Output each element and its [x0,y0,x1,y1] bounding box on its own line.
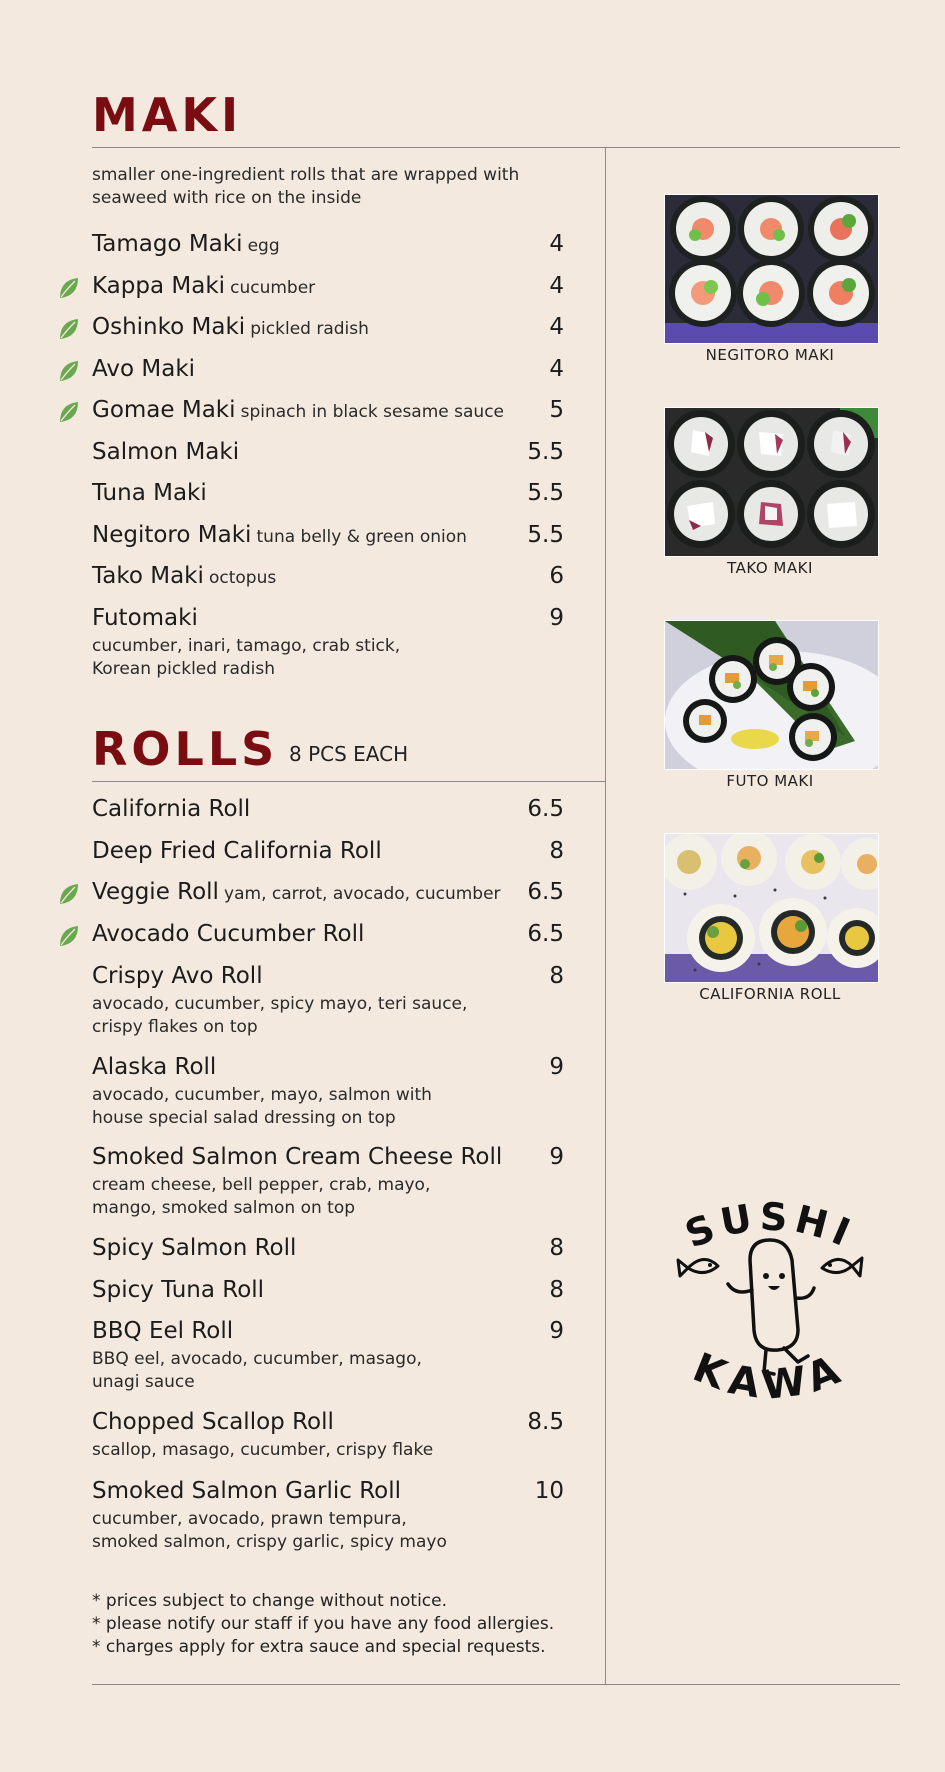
menu-item-name: Futomaki [92,604,198,631]
footnote: * please notify our staff if you have any food allergies. [92,1614,555,1634]
menu-item [92,522,564,552]
menu-item-line [92,397,564,427]
menu-item-name: Tamago Maki [92,231,243,257]
menu-item-price: 6.5 [527,879,564,906]
menu-item-ingredients: egg [247,236,280,256]
menu-item-line [92,522,564,552]
menu-item-description-line: Korean pickled radish [92,658,276,679]
menu-item-line [92,605,564,635]
menu-item-description-line: cucumber, inari, tamago, crab stick, [92,635,401,656]
menu-item-ingredients: tuna belly & green onion [256,526,467,547]
menu-item-price: 8 [549,1276,564,1303]
menu-item-line [92,273,564,303]
menu-item-line [92,879,564,909]
menu-item-line [92,563,564,593]
menu-item-description-line: avocado, cucumber, spicy mayo, teri sauce, [92,993,468,1014]
menu-item-description-line: avocado, cucumber, mayo, salmon with [92,1084,432,1105]
menu-item [92,231,564,261]
bottom-divider [92,1684,900,1685]
maki-heading: MAKI [92,88,243,142]
menu-item [92,1409,564,1462]
menu-item-name: Alaska Roll [92,1053,217,1080]
menu-item-price: 8.5 [527,1409,564,1435]
vegetarian-leaf-icon [58,882,80,906]
menu-item-description-line: cucumber, avocado, prawn tempura, [92,1509,407,1530]
menu-item-description-line: scallop, masago, cucumber, crispy flake [92,1440,434,1460]
menu-item-line [92,1318,564,1348]
menu-item-price: 5.5 [527,521,564,548]
footnote: * charges apply for extra sauce and special requests. [92,1637,546,1657]
menu-item-price: 9 [549,1053,564,1080]
svg-text:KAWA [687,1345,854,1410]
menu-item-name: Smoked Salmon Garlic Roll [92,1478,401,1505]
vegetarian-leaf-icon [58,400,80,424]
menu-item-name: Chopped Scallop Roll [92,1409,334,1435]
negitoro-maki-photo [664,194,879,344]
menu-item [92,439,564,469]
menu-item [92,273,564,303]
menu-item-line [92,1277,564,1307]
menu-item [92,1478,564,1554]
menu-item-price: 4 [549,314,564,340]
vegetarian-leaf-icon [58,924,80,948]
menu-item-line [92,1409,564,1439]
menu-item-description-line: smoked salmon, crispy garlic, spicy mayo [92,1532,447,1553]
menu-item-name: Deep Fried California Roll [92,837,382,864]
rolls-heading: ROLLS [92,722,279,776]
menu-item [92,356,564,386]
menu-item [92,480,564,510]
menu-item-line [92,921,564,951]
menu-item-line [92,356,564,386]
menu-item-name: Veggie Roll [92,879,219,906]
logo-top-text: SUSHI [679,1194,862,1257]
menu-item-line [92,1478,564,1508]
menu-item [92,1277,564,1307]
menu-item-ingredients: octopus [208,568,277,588]
menu-item-description [92,1174,492,1220]
menu-item-price: 4 [549,272,564,299]
menu-item-price: 10 [534,1478,564,1505]
menu-item-name: California Roll [92,796,251,822]
menu-item-description-line: house special salad dressing on top [92,1107,396,1128]
menu-item-description-line: mango, smoked salmon on top [92,1198,356,1219]
menu-item-ingredients: cucumber [230,277,316,298]
menu-item-price: 5 [549,397,564,423]
negitoro-maki-caption: NEGITORO MAKI [705,346,835,364]
footnotes [92,1590,554,1659]
california-roll-photo [664,833,879,983]
menu-item-line [92,439,564,469]
menu-item-line [92,796,564,826]
tako-maki-caption: TAKO MAKI [727,559,813,577]
vegetarian-leaf-icon [58,317,80,341]
menu-item [92,1054,564,1130]
menu-item-name: Spicy Tuna Roll [92,1276,265,1303]
menu-item-description [92,993,492,1039]
menu-item-price: 5.5 [527,438,564,465]
menu-item [92,605,564,681]
vegetarian-leaf-icon [58,359,80,383]
menu-item-ingredients: spinach in black sesame sauce [240,402,504,422]
menu-item-price: 8 [549,837,564,864]
futo-maki-photo [664,620,879,770]
menu-item-name: Avocado Cucumber Roll [92,921,365,948]
menu-item-name: Spicy Salmon Roll [92,1234,297,1261]
menu-item-name: Smoked Salmon Cream Cheese Roll [92,1144,503,1171]
menu-item-description-line: crispy flakes on top [92,1016,258,1037]
menu-item-line [92,838,564,868]
menu-item-name: Tuna Maki [92,480,207,506]
menu-item-price: 5.5 [527,480,564,506]
menu-item-price: 9 [549,1144,564,1171]
menu-item-price: 6 [549,563,564,589]
sushi-character-icon [670,1180,870,1430]
logo-bottom-text: KAWA [686,1344,854,1410]
menu-item-line [92,963,564,993]
menu-item [92,838,564,868]
menu-item-name: BBQ Eel Roll [92,1318,234,1345]
menu-item-description [92,1348,492,1394]
maki-divider [92,147,900,148]
menu-item-description [92,635,492,681]
menu-item-ingredients: yam, carrot, avocado, cucumber [224,884,501,905]
menu-item [92,796,564,826]
menu-item-description [92,1508,492,1554]
sushi-kawa-logo [670,1180,870,1430]
menu-item-name: Oshinko Maki [92,314,246,340]
menu-item [92,1144,564,1220]
column-divider [605,147,606,1684]
menu-item [92,921,564,951]
menu-item [92,963,564,1039]
menu-item-description-line: cream cheese, bell pepper, crab, mayo, [92,1175,431,1196]
menu-item [92,397,564,427]
rolls-divider [92,781,605,782]
menu-item-price: 6.5 [527,921,564,948]
maki-description: smaller one-ingredient rolls that are wrapped with seaweed with rice on the inside [92,165,520,208]
menu-item [92,1235,564,1265]
menu-item-description [92,1439,492,1462]
menu-item-name: Gomae Maki [92,397,236,423]
menu-item-line [92,231,564,261]
futo-maki-caption: FUTO MAKI [726,772,814,790]
menu-item [92,1318,564,1394]
menu-item-name: Salmon Maki [92,438,240,465]
menu-item-line [92,1235,564,1265]
menu-item [92,563,564,593]
tako-maki-photo [664,407,879,557]
menu-item-price: 9 [549,604,564,631]
menu-item-price: 8 [549,962,564,989]
menu-item-description-line: BBQ eel, avocado, cucumber, masago, [92,1349,422,1370]
menu-item-price: 9 [549,1318,564,1345]
menu-item-ingredients: pickled radish [250,319,369,339]
menu-item-name: Kappa Maki [92,272,226,299]
menu-item-line [92,314,564,344]
menu-item-name: Avo Maki [92,355,196,382]
menu-item-price: 6.5 [527,796,564,822]
vegetarian-leaf-icon [58,276,80,300]
menu-item-description [92,1084,492,1130]
menu-item-name: Tako Maki [92,563,204,589]
footnote: * prices subject to change without notice. [92,1591,448,1611]
svg-text:SUSHI [679,1195,861,1257]
menu-item-name: Crispy Avo Roll [92,962,263,989]
rolls-pieces-note: 8 PCS EACH [289,742,409,766]
menu-item-line [92,1144,564,1174]
california-roll-caption: CALIFORNIA ROLL [699,985,841,1003]
menu-item-price: 4 [549,355,564,382]
menu-item-description-line: unagi sauce [92,1372,195,1393]
menu-item-name: Negitoro Maki [92,521,252,548]
menu-item-line [92,1054,564,1084]
menu-item [92,879,564,909]
menu-item-price: 4 [549,231,564,257]
menu-item-line [92,480,564,510]
menu-item-price: 8 [549,1234,564,1261]
menu-item [92,314,564,344]
